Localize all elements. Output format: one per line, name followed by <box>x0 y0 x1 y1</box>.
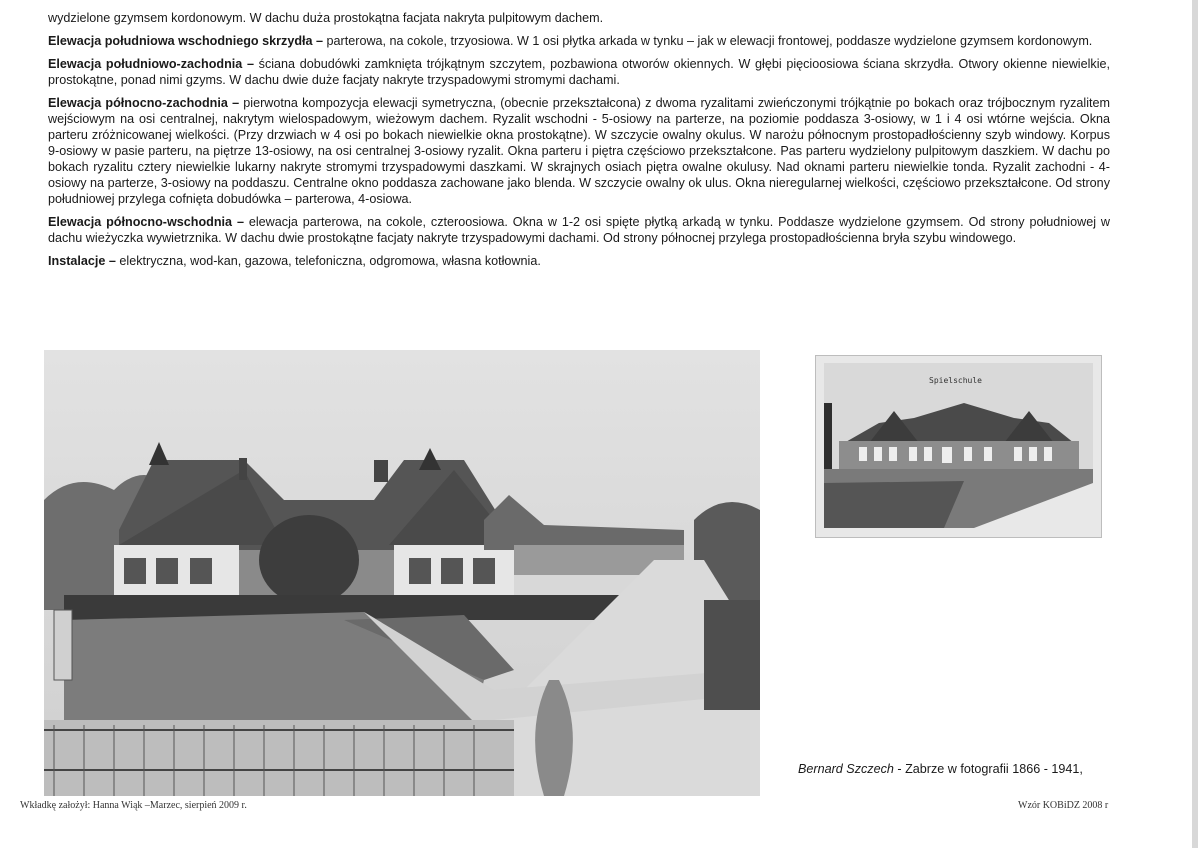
section-heading: Elewacja północno-zachodnia – <box>48 96 240 110</box>
postcard-photo-spielschule <box>824 363 1093 528</box>
paragraph-south-east-elevation: Elewacja południowa wschodniego skrzydła – parterowa, na cokole, trzyosiowa. W 1 osi płytka arkada w tynku – jak w elewacji frontowej, poddasze wydzielone gzymsem kordonowym. <box>48 34 1093 48</box>
paragraph-north-east-elevation: Elewacja północno-wschodnia – elewacja parterowa, na cokole, czteroosiowa. Okna w 1-2 osi spięte płytką arkadą w tynku. Poddasze wydzielone gzymsem. Od strony południowej w dachu wieżyczka wywietrznika. W dachu dwie prostokątne facjaty nakryte trzyspadowymi dachami. Od strony północnej przylega prostopadłościenna bryła szybu windowego. <box>48 215 1110 245</box>
paragraph-south-west-elevation: Elewacja południowo-zachodnia – ściana dobudówki zamknięta trójkątnym szczytem, pozbawiona otworów okiennych. W głębi pięcioosiowa ściana skrzydła. Otwory okienne niewielkie, prostokątne, ponad nimi gzyms. W dachu dwie duże facjaty nakryte trzyspadowymi stromymi dachami. <box>48 57 1110 87</box>
paragraph-installations: Instalacje – elektryczna, wod-kan, gazowa, telefoniczna, odgromowa, własna kotłownia. <box>48 254 541 268</box>
section-heading: Elewacja północno-wschodnia – <box>48 215 244 229</box>
section-heading: Elewacja południowo-zachodnia – <box>48 57 254 71</box>
historic-photo-street-view <box>44 350 760 796</box>
section-heading: Instalacje – <box>48 254 116 268</box>
paragraph-north-west-elevation: Elewacja północno-zachodnia – pierwotna kompozycja elewacji symetryczna, (obecnie przekształcona) z dwoma ryzalitami zwieńczonymi trójkątnie po bokach oraz trójbocznym ryzalitem wejściowym na osi centralnej, nakrytym wielospadowym, wieżowym dachem. Ryzalit wschodni - 5-osiowy na parterze, na poziomie poddasza 3-osiowy, w 1 i 4 osi wtórne wejścia. Okna parteru zróżnicowanej wielkości. (Przy drzwiach w 4 osi po bokach niewielkie okna prostokątne). W szczycie owalny okulus. W narożu północnym prostopadłościenny szyb windowy. Korpus 9-osiowy w pasie parteru, na piętrze 13-osiowy, na osi centralnej 3-osiowy ryzalit. Okna parteru i piętra częściowo przekształcone. Pas parteru wydzielony pulpitowym daszkiem. W dachu po bokach ryzalitu cztery niewielkie lukarny nakryte stromymi trzyspadowymi daszkami. W skrajnych osiach piętra owalne okulusy. Nad oknami parteru niewielkie tonda. Ryzalit zachodni - 4-osiowy na parterze, 3-osiowy na poddaszu. Centralne okno poddasza zachowane jako blenda. W szczycie owalny ok ulus. Okna nieregularnej wielkości, częściowo przekształcone. Od strony południowej przylega cofnięta dobudówka – parterowa, 4-osiowa. <box>48 96 1110 206</box>
footer-author-note: Wkładkę założył: Hanna Wiąk –Marzec, sierpień 2009 r. <box>20 800 247 811</box>
postcard-label: Spielschule <box>929 376 982 385</box>
postcard-photo-frame <box>815 355 1102 538</box>
caption-author: Bernard Szczech <box>798 762 894 776</box>
caption-source: - Zabrze w fotografii 1866 - 1941, <box>893 762 1083 776</box>
footer-template-note: Wzór KOBiDZ 2008 r <box>1018 800 1109 811</box>
paragraph-intro: wydzielone gzymsem kordonowym. W dachu duża prostokątna facjata nakryta pulpitowym dachem. <box>48 11 604 25</box>
page-edge <box>1192 0 1198 848</box>
section-heading: Elewacja południowa wschodniego skrzydła – <box>48 34 324 48</box>
photo-caption <box>798 762 1083 776</box>
document-text <box>48 10 1110 276</box>
